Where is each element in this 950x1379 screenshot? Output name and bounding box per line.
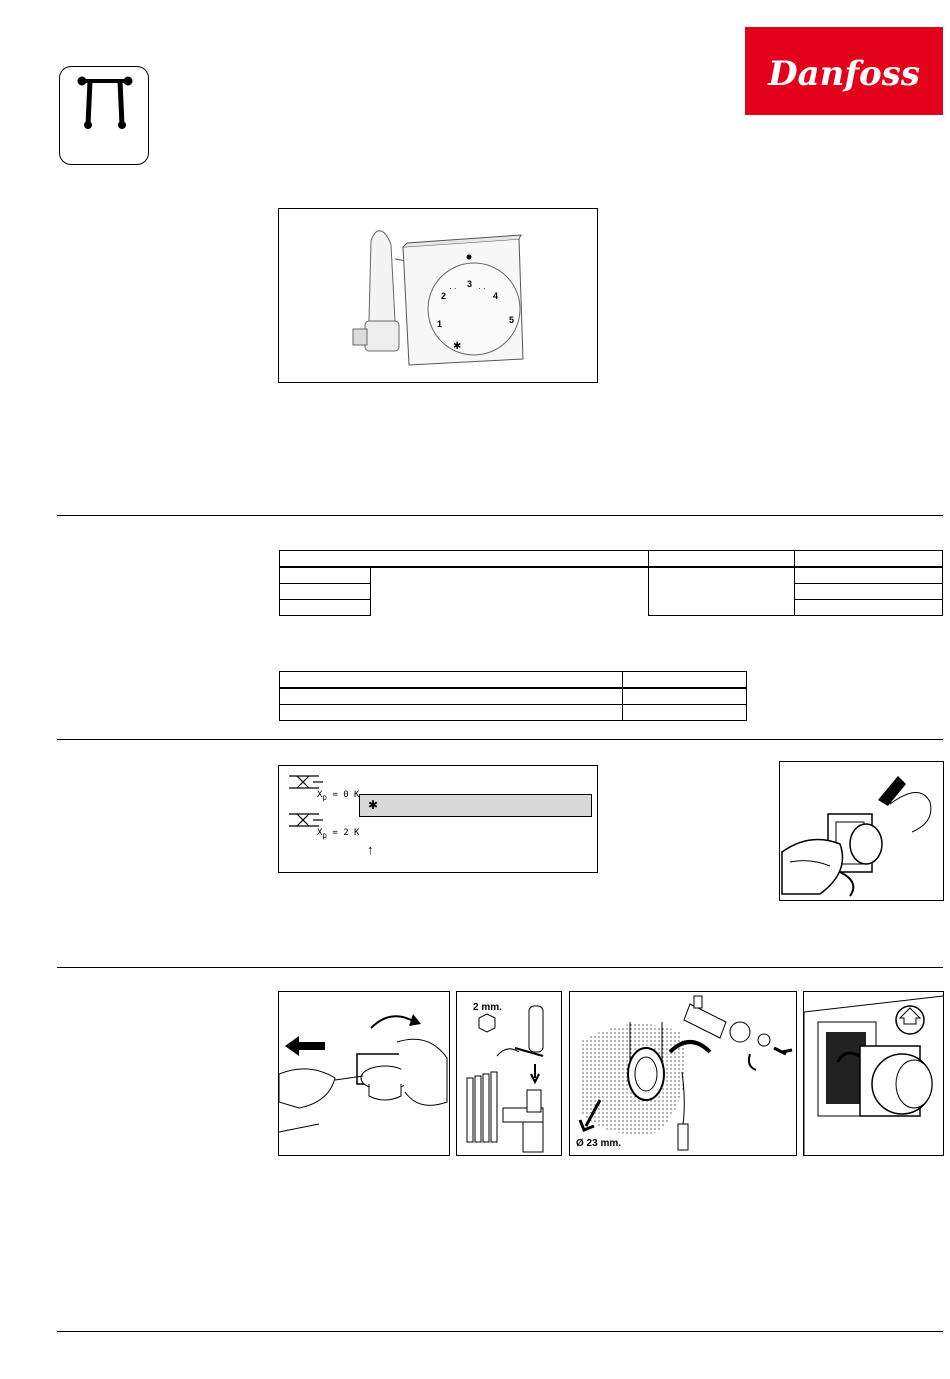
diameter-label: Ø 23 mm. bbox=[576, 1138, 622, 1149]
install-step-1 bbox=[278, 991, 450, 1156]
valve-symbol-icon bbox=[60, 67, 148, 164]
dial-mark-2: 2 bbox=[441, 291, 447, 301]
category-icon-box bbox=[59, 66, 149, 165]
svg-text:· ·: · · bbox=[478, 284, 486, 293]
section-divider-1 bbox=[57, 515, 943, 516]
install-step-3 bbox=[569, 991, 797, 1156]
dial-mark-4: 4 bbox=[493, 291, 499, 301]
logo-text: Danfoss bbox=[768, 54, 920, 94]
section-divider-3 bbox=[57, 967, 943, 968]
table-header-row bbox=[280, 672, 747, 689]
frost-symbol: ✱ bbox=[368, 798, 379, 812]
pull-arrow-icon bbox=[285, 1036, 325, 1056]
xp-bottom-label: $X_p = 2$ K bbox=[317, 828, 360, 840]
hex-key-icon bbox=[479, 1014, 495, 1032]
xp-top-label: $X_p = 0$ K bbox=[317, 790, 360, 802]
dial-frost-mark: ✱ bbox=[453, 341, 462, 352]
table-row bbox=[280, 567, 943, 584]
table-row bbox=[280, 705, 747, 721]
section-divider-2 bbox=[57, 739, 943, 740]
table-header-row bbox=[280, 551, 943, 568]
press-button-illustration bbox=[779, 761, 944, 901]
install-step-2 bbox=[456, 991, 562, 1156]
install-step-4 bbox=[803, 991, 944, 1156]
valve-symbols bbox=[279, 766, 597, 872]
frost-range-bar bbox=[359, 794, 592, 817]
svg-text:· ·: · · bbox=[449, 284, 457, 293]
ordering-table bbox=[279, 550, 943, 616]
hex-key-label: 2 mm. bbox=[473, 1002, 502, 1013]
dial-mark-1: 1 bbox=[437, 319, 443, 329]
accessories-table bbox=[279, 671, 747, 721]
table-row bbox=[280, 688, 747, 705]
product-image bbox=[278, 208, 598, 383]
section-divider-4 bbox=[57, 1331, 943, 1332]
up-arrow-icon: ↑ bbox=[367, 842, 374, 857]
danfoss-logo bbox=[745, 27, 943, 115]
dial-mark-3: 3 bbox=[467, 279, 473, 289]
dial-mark-5: 5 bbox=[509, 315, 515, 325]
xp-diagram bbox=[278, 765, 598, 873]
